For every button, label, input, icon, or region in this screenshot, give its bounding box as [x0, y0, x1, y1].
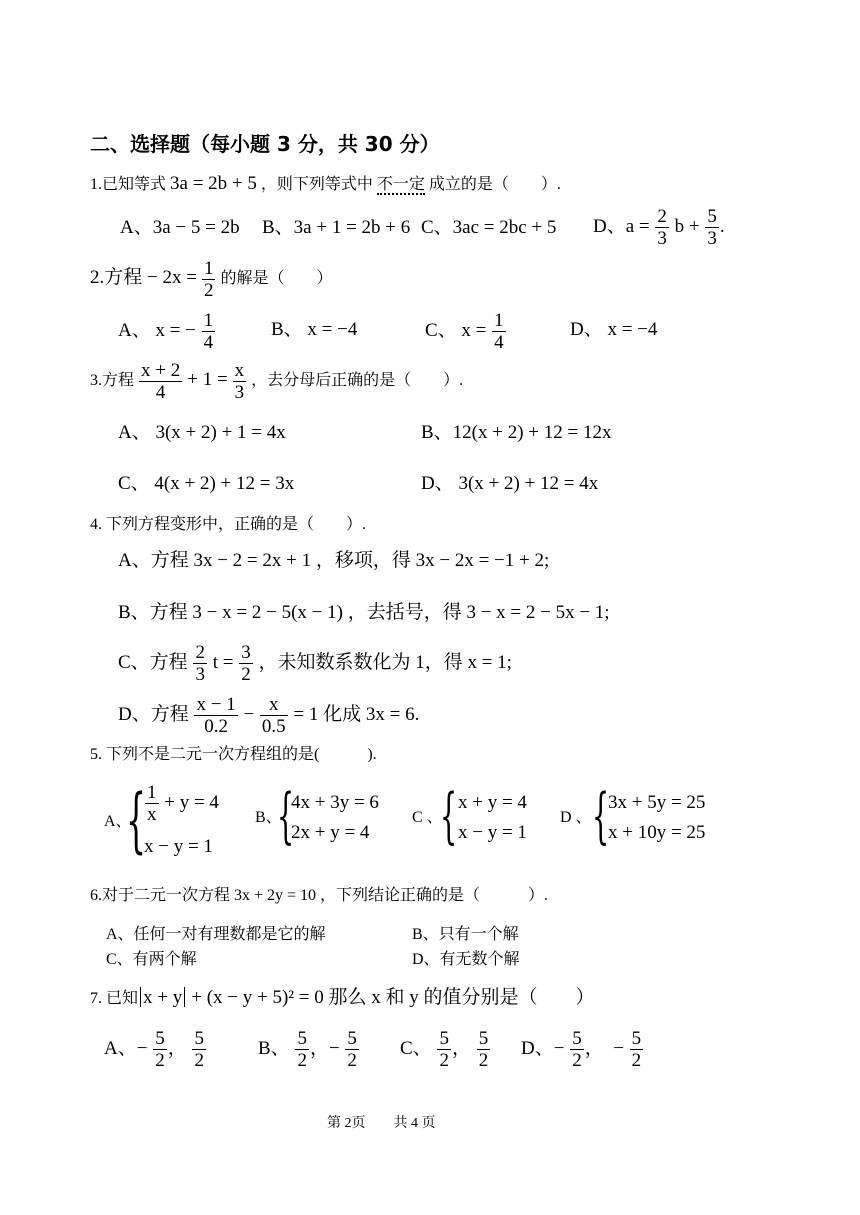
q5-d-brace: { — [592, 781, 610, 851]
q3-fraction-2 — [233, 360, 247, 403]
q1-stem-equation: 3a = 2b + 5 — [170, 173, 257, 194]
q7-stem-pre: 7. 已知 — [90, 990, 139, 1007]
q7-a-n1: 5 — [155, 1028, 165, 1049]
q7-c-fraction-1 — [437, 1028, 451, 1071]
q4-d-fraction-1 — [194, 694, 237, 737]
q1-option-a[interactable]: A、3a − 5 = 2b — [120, 217, 240, 238]
q5-c-row-1: x + y = 4 — [458, 792, 527, 813]
q7-abs-inner: x + y — [143, 987, 183, 1008]
q5-a-num: 1 — [147, 782, 157, 803]
q1-d-f1-den: 3 — [657, 228, 667, 249]
q3-stem-mid: + 1 = — [187, 369, 228, 391]
q3-f2-den: 3 — [234, 382, 245, 403]
q7-d-fraction-2 — [630, 1028, 644, 1071]
q3-f1-num: x + 2 — [141, 360, 181, 381]
q1-d-f2-den: 3 — [707, 228, 717, 249]
question-2-stem — [90, 258, 332, 301]
q2-a-num: 1 — [203, 310, 214, 331]
q1-stem-pre: 1.已知等式 — [90, 176, 167, 193]
q3-option-a[interactable]: A、 3(x + 2) + 1 = 4x — [118, 422, 286, 443]
question-1-stem — [90, 174, 561, 195]
q3-fraction-1 — [139, 360, 182, 403]
q7-c-d2: 2 — [478, 1050, 489, 1071]
q2-a-fraction — [202, 310, 216, 353]
q4-c-pre: C、方程 — [118, 651, 188, 673]
q4-c-post: ，未知数系数化为 1，得 x = 1; — [258, 651, 512, 673]
q2-stem-pre: 2.方程 − 2x = — [90, 267, 197, 289]
question-5-stem: 5. 下列不是二元一次方程组的是( ). — [90, 746, 377, 763]
q4-d-f2-den: 0.5 — [261, 716, 286, 737]
q1-stem-mid: ，则下列等式中 — [260, 176, 373, 193]
q1-stem-emphasis: 不一定 — [376, 176, 425, 193]
q1-d-fraction-2 — [705, 206, 719, 249]
q7-c-label: C、 — [400, 1037, 432, 1059]
q7-d-n2: 5 — [631, 1028, 642, 1049]
q1-stem-post: 成立的是（ ）. — [428, 176, 561, 193]
q7-a-label: A、− — [104, 1037, 148, 1059]
q4-c-f2-den: 2 — [241, 664, 251, 685]
q5-b-row-1: 4x + 3y = 6 — [291, 792, 379, 813]
q7-c-n1: 5 — [439, 1028, 449, 1049]
q7-option-c[interactable] — [400, 1028, 491, 1071]
q4-option-b[interactable]: B、方程 3 − x = 2 − 5(x − 1) ，去括号，得 3 − x = 2 − 5x − 1; — [118, 602, 610, 623]
q6-option-d[interactable]: D、有无数个解 — [412, 951, 520, 968]
q7-a-n2: 5 — [194, 1028, 204, 1049]
q7-a-d2: 2 — [194, 1050, 204, 1071]
q7-option-b[interactable] — [258, 1028, 360, 1071]
q1-option-b[interactable]: B、3a + 1 = 2b + 6 — [262, 217, 411, 238]
q4-option-c[interactable] — [118, 642, 512, 685]
q7-option-d[interactable] — [521, 1028, 644, 1071]
q7-abs-bar-right — [184, 987, 185, 1007]
q1-d-fraction-1 — [655, 206, 669, 249]
q4-c-fraction-1 — [193, 642, 207, 685]
q5-a-brace: { — [126, 779, 147, 861]
q2-a-label: A、 x = − — [118, 319, 196, 341]
q5-option-d[interactable] — [560, 781, 730, 852]
q7-b-n2: 5 — [347, 1028, 357, 1049]
q2-option-a[interactable] — [118, 310, 216, 353]
q7-a-d1: 2 — [155, 1050, 165, 1071]
q3-stem-pre: 3.方程 — [90, 372, 135, 390]
q7-a-sep: ， — [167, 1037, 187, 1059]
q3-option-d[interactable]: D、 3(x + 2) + 12 = 4x — [421, 473, 599, 494]
q5-d-row-2: x + 10y = 25 — [608, 822, 706, 843]
q4-d-f1-num: x − 1 — [196, 694, 236, 715]
q7-a-fraction-2 — [192, 1028, 206, 1071]
q2-c-label: C、 x = — [425, 319, 487, 341]
q6-option-b[interactable]: B、只有一个解 — [412, 926, 519, 943]
q4-d-f2-num: x — [260, 694, 288, 716]
q7-abs-bar-left — [140, 987, 141, 1007]
q7-c-d1: 2 — [439, 1050, 449, 1071]
q2-option-b[interactable]: B、 x = −4 — [271, 319, 358, 340]
q7-b-n1: 5 — [297, 1028, 307, 1049]
q4-c-f2-num: 3 — [241, 642, 251, 663]
q2-c-num: 1 — [494, 310, 504, 331]
q5-b-label: B、 — [255, 809, 282, 826]
q5-a-row-2: x − y = 1 — [144, 836, 213, 857]
section-title: 二、选择题（每小题 3 分，共 30 分） — [90, 132, 440, 156]
q2-stem-fraction — [202, 258, 216, 301]
q3-option-b[interactable]: B、12(x + 2) + 12 = 12x — [421, 422, 612, 443]
q1-d-f2-num: 5 — [707, 206, 717, 227]
q5-option-b[interactable] — [255, 781, 405, 852]
q2-option-c[interactable] — [425, 310, 507, 353]
q7-c-fraction-2 — [477, 1028, 491, 1071]
q4-c-f1-den: 3 — [195, 664, 205, 685]
q7-b-sep: ，− — [309, 1037, 340, 1059]
question-4-stem: 4. 下列方程变形中，正确的是（ ）. — [90, 516, 367, 533]
q5-c-row-2: x − y = 1 — [458, 822, 527, 843]
q5-b-brace: { — [277, 781, 295, 851]
q2-c-den: 4 — [494, 332, 504, 353]
question-7-stem — [90, 987, 594, 1009]
q7-d-n1: 5 — [572, 1028, 582, 1049]
q4-d-fraction-2 — [260, 694, 288, 737]
q5-a-row-1 — [144, 782, 219, 825]
q4-option-d[interactable] — [118, 694, 419, 737]
q3-f2-num: x — [234, 360, 245, 381]
q7-c-n2: 5 — [478, 1028, 489, 1049]
q5-a-den: x — [147, 804, 157, 825]
q4-c-mid: t = — [212, 651, 234, 673]
q5-c-brace: { — [440, 781, 458, 851]
q1-d-end: . — [719, 215, 725, 237]
q4-c-fraction-2 — [239, 642, 253, 685]
q4-option-a[interactable]: A、方程 3x − 2 = 2x + 1 ，移项，得 3x − 2x = −1 + 2; — [118, 550, 550, 571]
q5-a-label: A、 — [104, 813, 132, 830]
q7-d-d1: 2 — [572, 1050, 582, 1071]
q5-b-row-2: 2x + y = 4 — [291, 822, 370, 843]
q7-option-a[interactable] — [104, 1028, 207, 1071]
q5-a-row1-rest: + y = 4 — [164, 791, 219, 813]
q7-b-fraction-2 — [345, 1028, 359, 1071]
question-6-stem: 6.对于二元一次方程 3x + 2y = 10 ，下列结论正确的是（ ）. — [90, 887, 549, 904]
q7-b-label: B、 — [258, 1037, 290, 1059]
q4-d-mid: − — [243, 703, 255, 725]
q2-c-fraction — [492, 310, 506, 353]
q6-option-c[interactable]: C、有两个解 — [106, 951, 197, 968]
q5-a-fraction — [145, 782, 159, 825]
q1-d-f1-num: 2 — [657, 206, 667, 227]
q7-d-label: D、− — [521, 1037, 565, 1059]
q7-d-sep: ， − — [584, 1037, 624, 1059]
q1-option-d[interactable] — [593, 206, 725, 249]
q4-d-f1-den: 0.2 — [204, 716, 228, 737]
q7-a-fraction-1 — [153, 1028, 167, 1071]
q7-c-sep: ， — [451, 1037, 471, 1059]
q2-frac-den: 2 — [203, 280, 214, 301]
q3-option-c[interactable]: C、 4(x + 2) + 12 = 3x — [118, 473, 295, 494]
page-footer: 第 2页 共 4 页 — [327, 1116, 436, 1131]
q7-b-d2: 2 — [347, 1050, 357, 1071]
q4-d-post: = 1 化成 3x = 6. — [293, 703, 420, 725]
q1-d-mid: b + — [674, 215, 700, 237]
q1-d-label: D、a = — [593, 215, 650, 237]
q2-stem-post: 的解是（ ） — [220, 270, 333, 288]
q5-d-row-1: 3x + 5y = 25 — [608, 792, 706, 813]
q7-stem-mid: + (x − y + 5)² = 0 那么 x 和 y 的值分别是（ ） — [191, 987, 595, 1008]
q2-a-den: 4 — [203, 332, 214, 353]
q2-option-d[interactable]: D、 x = −4 — [570, 319, 658, 340]
q5-d-label: D 、 — [560, 809, 592, 826]
q7-d-fraction-1 — [570, 1028, 584, 1071]
q3-f1-den: 4 — [155, 382, 166, 403]
q7-b-d1: 2 — [297, 1050, 307, 1071]
q5-option-a[interactable] — [104, 779, 244, 862]
q7-b-fraction-1 — [295, 1028, 309, 1071]
q1-option-c[interactable]: C、3ac = 2bc + 5 — [421, 217, 557, 238]
q7-d-d2: 2 — [631, 1050, 642, 1071]
q4-c-f1-num: 2 — [195, 642, 205, 663]
q5-option-c[interactable] — [412, 781, 552, 852]
q2-frac-num: 1 — [203, 258, 214, 279]
q4-d-pre: D、方程 — [118, 703, 189, 725]
q6-option-a[interactable]: A、任何一对有理数都是它的解 — [106, 926, 326, 943]
q5-c-label: C 、 — [412, 809, 443, 826]
q3-stem-post: ，去分母后正确的是（ ）. — [251, 372, 464, 390]
question-3-stem — [90, 360, 463, 403]
